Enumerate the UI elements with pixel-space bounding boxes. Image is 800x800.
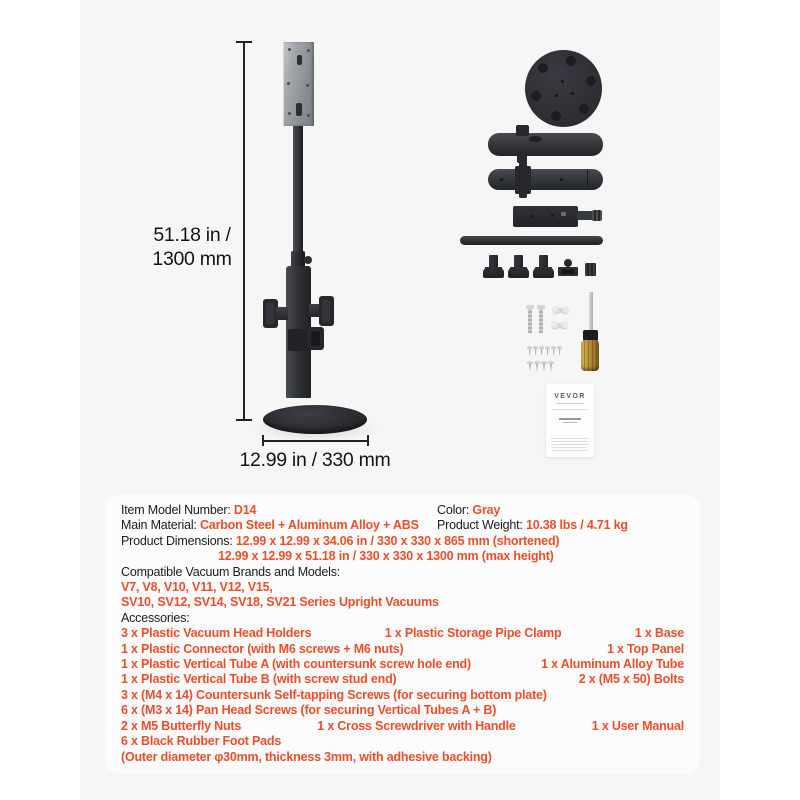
top-panel-slot-icon <box>296 103 302 116</box>
spec-row-dimensions-2 <box>121 549 684 564</box>
accessory-base: 1 x Base <box>634 626 684 641</box>
accessory-pipe-clamp: 1 x Plastic Storage Pipe Clamp <box>384 626 562 641</box>
accessory-row-1 <box>121 626 684 641</box>
accessory-head-holders: 3 x Plastic Vacuum Head Holders <box>121 626 312 641</box>
height-dimension-cap-top <box>236 41 252 43</box>
accessory-row-3 <box>121 657 684 672</box>
butterfly-nut-image <box>552 305 569 315</box>
countersunk-screw-image <box>548 361 554 373</box>
spec-row-accessories-header <box>121 611 684 626</box>
accessory-alloy-tube: 1 x Aluminum Alloy Tube <box>541 657 684 672</box>
storage-pipe-clamp-image <box>288 329 309 351</box>
models-line2: SV10, SV12, SV14, SV18, SV21 Series Upright Vacuums <box>121 595 439 610</box>
base-plate-image <box>525 50 602 127</box>
accessory-row-9 <box>121 750 684 765</box>
round-base-image <box>263 405 367 434</box>
model-value: D14 <box>233 503 257 517</box>
material-label: Main Material: <box>121 518 200 533</box>
accessories-label: Accessories: <box>121 610 190 625</box>
height-dimension-cap-bottom <box>236 419 252 421</box>
accessory-row-6 <box>121 703 684 718</box>
vertical-tube-a-image <box>488 133 603 156</box>
accessory-foot-pads-detail: (Outer diameter φ30mm, thickness 3mm, with adhesive backing) <box>121 749 492 764</box>
accessory-row-5 <box>121 688 684 703</box>
vacuum-head-holder-image <box>483 255 504 278</box>
width-dimension-tick-right <box>367 435 369 446</box>
accessory-screwdriver: 1 x Cross Screwdriver with Handle <box>317 718 516 733</box>
spec-card <box>105 495 700 773</box>
countersunk-screw-image <box>541 361 547 373</box>
foot-pad-hole-icon <box>551 111 561 121</box>
connector-stud <box>577 211 593 220</box>
accessory-row-8 <box>121 734 684 749</box>
accessory-tube-b: 1 x Plastic Vertical Tube B (with screw stud end) <box>121 672 397 687</box>
pan-head-screw-image <box>545 346 550 357</box>
lower-holder-image <box>307 327 324 350</box>
pan-head-screw-image <box>533 346 538 357</box>
accessory-row-7 <box>121 719 684 734</box>
color-value: Gray <box>472 503 501 517</box>
spec-row-compatible-header <box>121 565 684 580</box>
connector-stud-thread <box>592 210 602 221</box>
top-panel-slot-icon <box>297 55 302 65</box>
countersunk-screw-image <box>534 361 540 373</box>
accessory-tube-a: 1 x Plastic Vertical Tube A (with countersunk screw hole end) <box>121 657 471 672</box>
user-manual-image <box>546 384 594 457</box>
tube-a-block <box>516 125 529 136</box>
upper-pole-image <box>293 126 303 268</box>
accessory-butterfly-nuts: 2 x M5 Butterfly Nuts <box>121 718 242 733</box>
width-dimension-label: 12.99 in / 330 mm <box>239 449 391 471</box>
spec-row-dimensions-1 <box>121 534 684 549</box>
weight-value: 10.38 lbs / 4.71 kg <box>525 518 628 533</box>
spec-row-material-weight <box>121 518 684 533</box>
pan-head-screw-image <box>551 346 556 357</box>
dimensions-label: Product Dimensions: <box>121 533 236 548</box>
width-dimension-tick-left <box>262 435 264 446</box>
height-dimension-label <box>118 223 266 271</box>
foot-pad-hole-icon <box>566 56 576 66</box>
pan-head-screw-image <box>539 346 544 357</box>
height-label-line2: 1300 mm <box>152 248 232 270</box>
accessory-bolts: 2 x (M5 x 50) Bolts <box>578 672 684 687</box>
accessory-connector: 1 x Plastic Connector (with M6 screws + M6 nuts) <box>121 641 404 656</box>
small-connector-image <box>585 263 596 276</box>
accessory-countersunk-screws: 3 x (M4 x 14) Countersunk Self-tapping Screws (for securing bottom plate) <box>121 687 547 702</box>
model-label: Item Model Number: <box>121 503 234 517</box>
spec-row-models-1 <box>121 580 684 595</box>
accessory-row-4 <box>121 672 684 687</box>
width-dimension-line <box>263 440 368 442</box>
foot-pad-hole-icon <box>586 76 596 86</box>
vacuum-head-holder-image <box>533 255 554 278</box>
aluminum-alloy-tube-image <box>460 236 603 245</box>
models-line1: V7, V8, V10, V11, V12, V15, <box>121 580 273 595</box>
m5-bolt-image <box>528 305 536 333</box>
cross-screwdriver-image <box>581 340 599 371</box>
screwdriver-shaft-image <box>589 292 593 332</box>
compatible-label: Compatible Vacuum Brands and Models: <box>121 564 341 579</box>
spec-row-models-2 <box>121 595 684 610</box>
tube-b-connector <box>515 166 531 194</box>
pan-head-screw-image <box>557 346 562 357</box>
weight-label: Product Weight: <box>437 518 526 533</box>
adjust-knob-icon <box>304 256 312 264</box>
color-label: Color: <box>437 503 473 517</box>
foot-pad-hole-icon <box>531 91 541 101</box>
storage-pipe-clamp-part-image <box>558 259 578 277</box>
foot-pad-hole-icon <box>538 63 548 73</box>
height-label-line1: 51.18 in / <box>153 224 231 246</box>
vertical-tube-b-image <box>488 169 603 190</box>
accessory-row-2 <box>121 642 684 657</box>
m5-bolt-image <box>539 305 547 333</box>
top-panel-image <box>283 42 314 126</box>
accessory-foot-pads: 6 x Black Rubber Foot Pads <box>121 734 282 749</box>
connector-latch <box>561 212 566 216</box>
manual-brand-logo: VEVOR <box>554 393 586 400</box>
accessory-pan-screws: 6 x (M3 x 14) Pan Head Screws (for securing Vertical Tubes A + B) <box>121 703 497 718</box>
foot-pad-hole-icon <box>579 104 589 114</box>
spec-row-model-color <box>121 503 684 518</box>
tube-a-bump <box>529 136 542 142</box>
tube-b-seam <box>587 170 588 189</box>
countersunk-screw-image <box>527 361 533 373</box>
vacuum-head-holder-image <box>508 255 529 278</box>
tube-b-bottom-tab <box>519 192 527 198</box>
right-head-holder-image <box>319 296 334 326</box>
accessory-user-manual: 1 x User Manual <box>591 718 684 733</box>
material-value: Carbon Steel + Aluminum Alloy + ABS <box>199 518 419 533</box>
dimensions-shortened-value: 12.99 x 12.99 x 34.06 in / 330 x 330 x 865 mm (shortened) <box>235 533 560 548</box>
pan-head-screw-image <box>527 346 532 357</box>
accessory-top-panel: 1 x Top Panel <box>606 641 684 656</box>
left-holder-arm-image <box>276 307 288 320</box>
dimensions-max-value: 12.99 x 12.99 x 51.18 in / 330 x 330 x 1300 mm (max height) <box>218 549 554 564</box>
plastic-connector-image <box>513 206 578 227</box>
butterfly-nut-image <box>551 320 568 330</box>
